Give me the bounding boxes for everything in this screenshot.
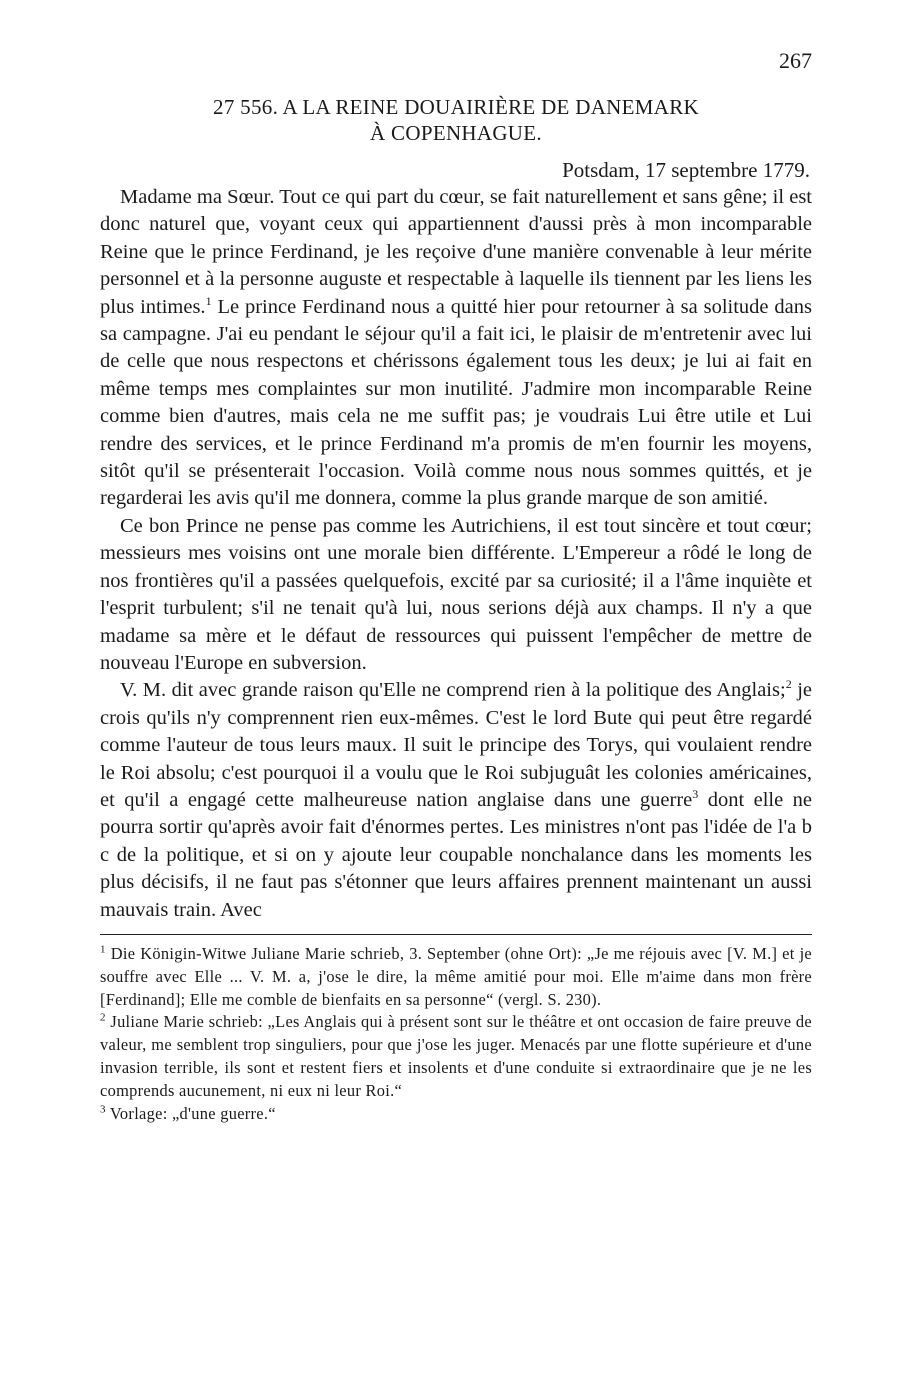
page-number: 267 bbox=[779, 48, 812, 73]
paragraph-3-part-a: V. M. dit avec grande raison qu'Elle ne comprend rien à la politique des Anglais; bbox=[120, 679, 786, 702]
footnote-ref-2: 2 bbox=[785, 677, 792, 692]
footnotes bbox=[100, 943, 812, 1125]
paragraph-1-part-b: Le prince Ferdinand nous a quitté hier pour retourner à sa solitude dans sa campagne. J'ai eu pendant le séjour qu'il a fait ici, le plaisir de m'entretenir avec lui de celle que nous respectons et chérissons également tous les deux; je lui ai fait en même temps mes complaintes sur mon inutilité. J'admire mon incomparable Reine comme bien d'autres, mais cela ne me suffit pas; je voudrais Lui être utile et Lui rendre des services, et le prince Ferdinand m'a promis de m'en fournir les moyens, sitôt qu'il se présenterait l'occasion. Voilà comme nous nous sommes quittés, et je regarderai les avis qu'il me donnera, comme la plus grande marque de son amitié. bbox=[100, 295, 812, 510]
footnote-2 bbox=[100, 1011, 812, 1102]
paragraph-2: Ce bon Prince ne pense pas comme les Autrichiens, il est tout sincère et tout cœur; messieurs mes voisins ont une morale bien différente. L'Empereur a rôdé le long de nos frontières qu'il a passées quelquefois, excité par sa curiosité; il a l'âme inquiète et l'esprit turbulent; s'il ne tenait qu'à lui, nous serions déjà aux champs. Il n'y a que madame sa mère et le défaut de ressources qui puissent l'empêcher de mettre de nouveau l'Europe en subversion. bbox=[100, 514, 812, 674]
paragraph-1-part-a: Madame ma Sœur. Tout ce qui part du cœur, se fait naturellement et sans gêne; il est donc naturel que, voyant ceux qui appartiennent d'aussi près à mon incomparable Reine que le prince Ferdinand, je les reçoive d'une manière convenable à leur mérite personnel et à la personne auguste et respectable à laquelle ils tiennent par les liens les plus intimes. bbox=[100, 186, 812, 318]
footnote-ref-3: 3 bbox=[692, 787, 699, 802]
footnote-2-mark: 2 bbox=[100, 1011, 106, 1024]
footnote-divider bbox=[100, 934, 812, 935]
paragraph-3-part-b: je crois qu'ils n'y comprennent rien eux-mêmes. C'est le lord Bute qui peut être regardé comme l'auteur de tous leurs maux. Il suit le principe des Torys, qui voulaient rendre le Roi absolu; c'est pourquoi il a voulu que le Roi subjuguât les colonies américaines, et qu'il a engagé cette malheureuse nation anglaise dans une guerre bbox=[100, 679, 812, 811]
letter-body bbox=[100, 184, 812, 924]
title-line-1: 27 556. A LA REINE DOUAIRIÈRE DE DANEMARK bbox=[213, 95, 699, 119]
footnote-2-text: Juliane Marie schrieb: „Les Anglais qui à présent sont sur le théâtre et ont occasion de faire preuve de valeur, me semblent trop singuliers, pour que j'ose les juger. Menacés par une flotte supérieure et d'une invasion terrible, ils sont et restent fiers et insolents et d'une conduite si extraordinaire que je ne les comprends aucunement, ni eux ni leur Roi.“ bbox=[100, 1012, 812, 1100]
footnote-ref-1: 1 bbox=[205, 293, 212, 308]
footnote-3-mark: 3 bbox=[100, 1103, 106, 1116]
letter-title bbox=[100, 94, 812, 146]
footnote-1-mark: 1 bbox=[100, 943, 106, 956]
footnote-3 bbox=[100, 1103, 812, 1126]
footnote-1 bbox=[100, 943, 812, 1011]
paragraph-3 bbox=[100, 677, 812, 924]
footnote-1-text: Die Königin-Witwe Juliane Marie schrieb, 3. September (ohne Ort): „Je me réjouis avec [V. M.] et je souffre avec Elle ... V. M. a, j'ose le dire, la même amitié pour moi. Elle m'aime dans mon frère [Ferdinand]; Elle me comble de bienfaits en sa personne“ (vergl. S. 230). bbox=[100, 943, 812, 1009]
paragraph-3-part-c: dont elle ne pourra sortir qu'après avoir fait d'énormes pertes. Les ministres n'ont pas l'idée de l'a b c de la politique, et si on y ajoute leur coupable nonchalance dans les moments les plus décisifs, il ne faut pas s'étonner que leurs affaires prennent maintenant un aussi mauvais train. Avec bbox=[100, 788, 812, 921]
paragraph-1 bbox=[100, 184, 812, 513]
footnote-3-text: Vorlage: „d'une guerre.“ bbox=[105, 1103, 276, 1123]
document-page bbox=[100, 40, 812, 1125]
title-line-2: À COPENHAGUE. bbox=[370, 121, 542, 145]
place-date: Potsdam, 17 septembre 1779. bbox=[562, 158, 810, 182]
